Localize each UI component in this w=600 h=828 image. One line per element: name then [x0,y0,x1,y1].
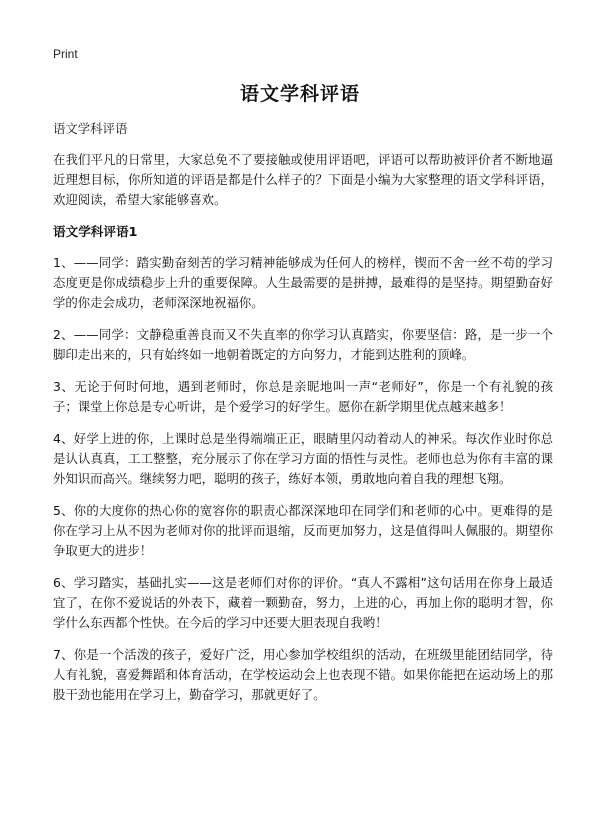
comment-paragraph-1: 1、——同学：踏实勤奋刻苦的学习精神能够成为任何人的榜样，锲而不舍一丝不苟的学习态度更是你成绩稳步上升的重要保障。人生最需要的是拼搏，最难得的是坚持。期望勤奋好学的你走会成功，老师深深地祝福你。 [53,255,553,310]
comment-paragraph-6: 6、学习踏实，基础扎实——这是老师们对你的评价。“真人不露相”这句话用在你身上最适宜了，在你不爱说话的外表下，藏着一颗勤奋，努力，上进的心，再加上你的聪明才智，你学什么东西都个性快。在今后的学习中还要大胆表现自我哟！ [53,575,553,630]
document-subtitle: 语文学科评语 [53,121,128,136]
intro-paragraph: 在我们平凡的日常里，大家总免不了要接触或使用评语吧，评语可以帮助被评价者不断地逼近理想目标，你所知道的评语是都是什么样子的？下面是小编为大家整理的语文学科评语，欢迎阅读，希望大家能够喜欢。 [53,152,553,207]
comment-paragraph-3: 3、无论于何时何地，遇到老师时，你总是亲昵地叫一声“老师好”，你是一个有礼貌的孩子；课堂上你总是专心听讲，是个爱学习的好学生。愿你在新学期里优点越来越多！ [53,379,553,414]
section-heading: 语文学科评语1 [53,224,138,239]
comment-paragraph-4: 4、好学上进的你，上课时总是坐得端端正正，眼睛里闪动着动人的神采。每次作业时你总是认认真真，工工整整，充分展示了你在学习方面的悟性与灵性。老师也总为你有丰富的课外知识而高兴。继续努力吧，聪明的孩子，练好本领，勇敢地向着自我的理想飞翔。 [53,431,553,486]
document-title: 语文学科评语 [239,83,360,105]
comment-paragraph-2: 2、——同学：文静稳重善良而又不失直率的你学习认真踏实，你要坚信：路，是一步一个脚印走出来的，只有始终如一地朝着既定的方向努力，才能到达胜利的顶峰。 [53,327,553,362]
comment-paragraph-5: 5、你的大度你的热心你的宽容你的职责心都深深地印在同学们和老师的心中。更难得的是你在学习上从不因为老师对你的批评而退缩，反而更加努力，这是值得叫人佩服的。期望你争取更大的进步！ [53,503,553,558]
document-body [53,119,553,717]
comment-paragraph-7: 7、你是一个活泼的孩子，爱好广泛，用心参加学校组织的活动，在班级里能团结同学，待人有礼貌，喜爱舞蹈和体育活动，在学校运动会上也表现不错。如果你能把在运动场上的那股干劲也能用在学习上，勤奋学习，那就更好了。 [53,647,553,702]
print-link[interactable]: Print [53,47,78,61]
